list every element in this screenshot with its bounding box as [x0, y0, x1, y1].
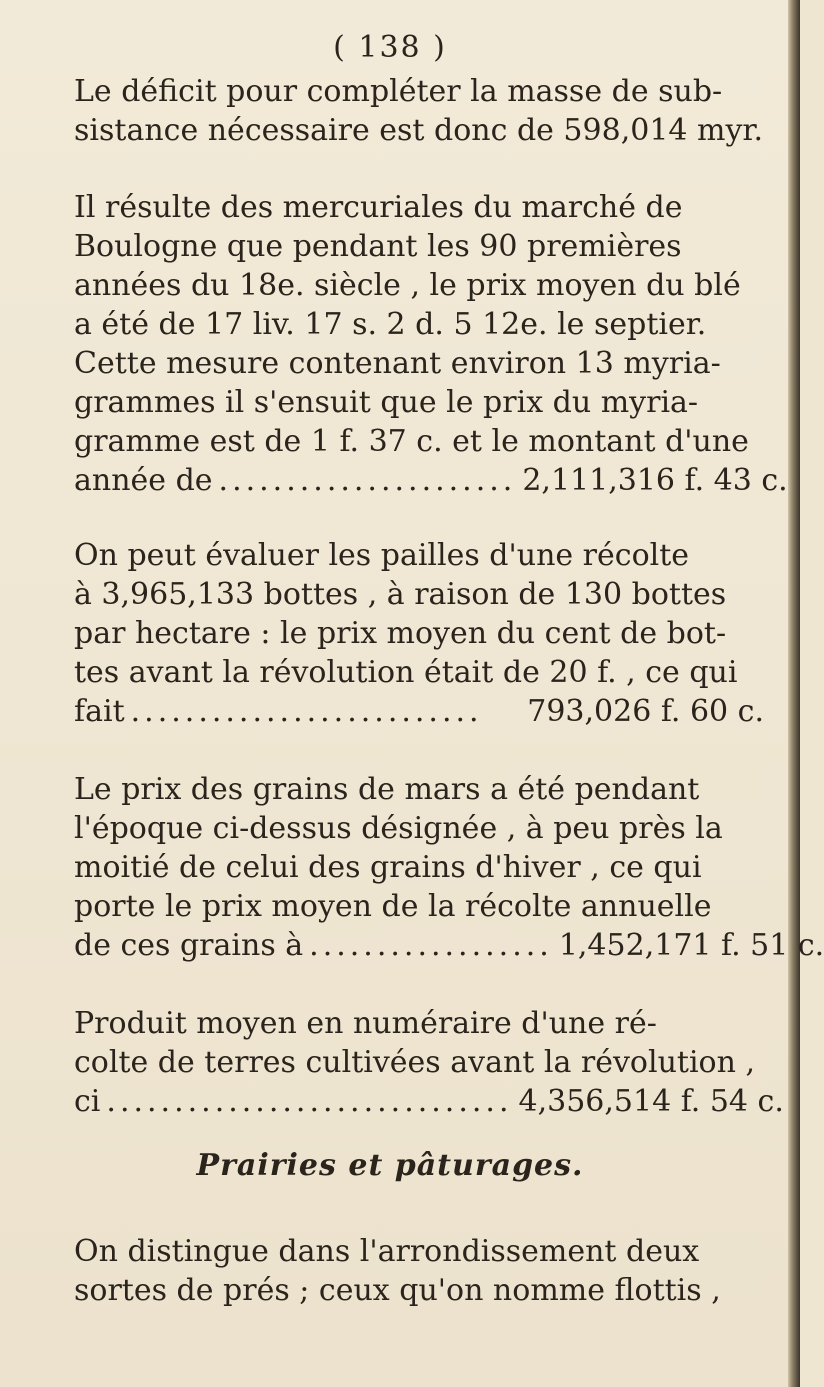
- total-line: [74, 926, 824, 965]
- total-value: 4,356,514 f. 54 c.: [518, 1084, 784, 1119]
- page-number: ( 138 ): [333, 30, 447, 65]
- total-value: 793,026 f. 60 c.: [527, 694, 764, 729]
- text-line: par hectare : le prix moyen du cent de bot-: [74, 616, 727, 651]
- paragraph-prairies: [74, 1232, 764, 1310]
- text-line: sortes de prés ; ceux qu'on nomme flottis ,: [74, 1273, 721, 1308]
- text-line: colte de terres cultivées avant la révolution ,: [74, 1045, 756, 1080]
- text-line: tes avant la révolution était de 20 f. , ce qui: [74, 655, 738, 690]
- paragraph-produit-moyen: [74, 1004, 784, 1121]
- total-line: [74, 461, 788, 500]
- text-line: l'époque ci-dessus désignée , à peu près la: [74, 811, 723, 846]
- text-line: Produit moyen en numéraire d'une ré-: [74, 1006, 657, 1041]
- total-line: [74, 1082, 784, 1121]
- text-line: moitié de celui des grains d'hiver , ce qui: [74, 850, 702, 885]
- text-line: Le déficit pour compléter la masse de sub-: [74, 74, 723, 109]
- text-line: à 3,965,133 bottes , à raison de 130 bottes: [74, 577, 727, 612]
- total-label: de ces grains à: [74, 928, 304, 963]
- text-line: Cette mesure contenant environ 13 myria-: [74, 346, 721, 381]
- page-edge: [788, 0, 800, 1387]
- total-label: ci: [74, 1084, 101, 1119]
- leader-dots: ......................: [218, 463, 517, 498]
- paragraph-grains-de-mars: [74, 770, 824, 965]
- section-heading: Prairies et pâturages.: [196, 1148, 584, 1183]
- total-value: 1,452,171 f. 51 c.: [558, 928, 824, 963]
- leader-dots: ..............................: [106, 1084, 513, 1119]
- text-line: années du 18e. siècle , le prix moyen du blé: [74, 268, 741, 303]
- text-line: Il résulte des mercuriales du marché de: [74, 190, 683, 225]
- text-line: On distingue dans l'arrondissement deux: [74, 1234, 700, 1269]
- text-line: On peut évaluer les pailles d'une récolte: [74, 538, 690, 573]
- text-line: porte le prix moyen de la récolte annuelle: [74, 889, 712, 924]
- leader-dots: ..................: [309, 928, 553, 963]
- paragraph-mercuriales: [74, 188, 788, 500]
- paragraph-pailles: [74, 536, 764, 731]
- total-value: 2,111,316 f. 43 c.: [522, 463, 788, 498]
- text-line: gramme est de 1 f. 37 c. et le montant d'une: [74, 424, 749, 459]
- text-line: Boulogne que pendant les 90 premières: [74, 229, 682, 264]
- paragraph-deficit: [74, 72, 764, 150]
- total-label: fait: [74, 694, 125, 729]
- text-line: grammes il s'ensuit que le prix du myria-: [74, 385, 699, 420]
- total-label: année de: [74, 463, 213, 498]
- total-line: [74, 692, 764, 731]
- text-line: a été de 17 liv. 17 s. 2 d. 5 12e. le septier.: [74, 307, 707, 342]
- leader-dots: ..........................: [130, 694, 483, 729]
- text-line: sistance nécessaire est donc de 598,014 myr.: [74, 113, 764, 148]
- text-line: Le prix des grains de mars a été pendant: [74, 772, 700, 807]
